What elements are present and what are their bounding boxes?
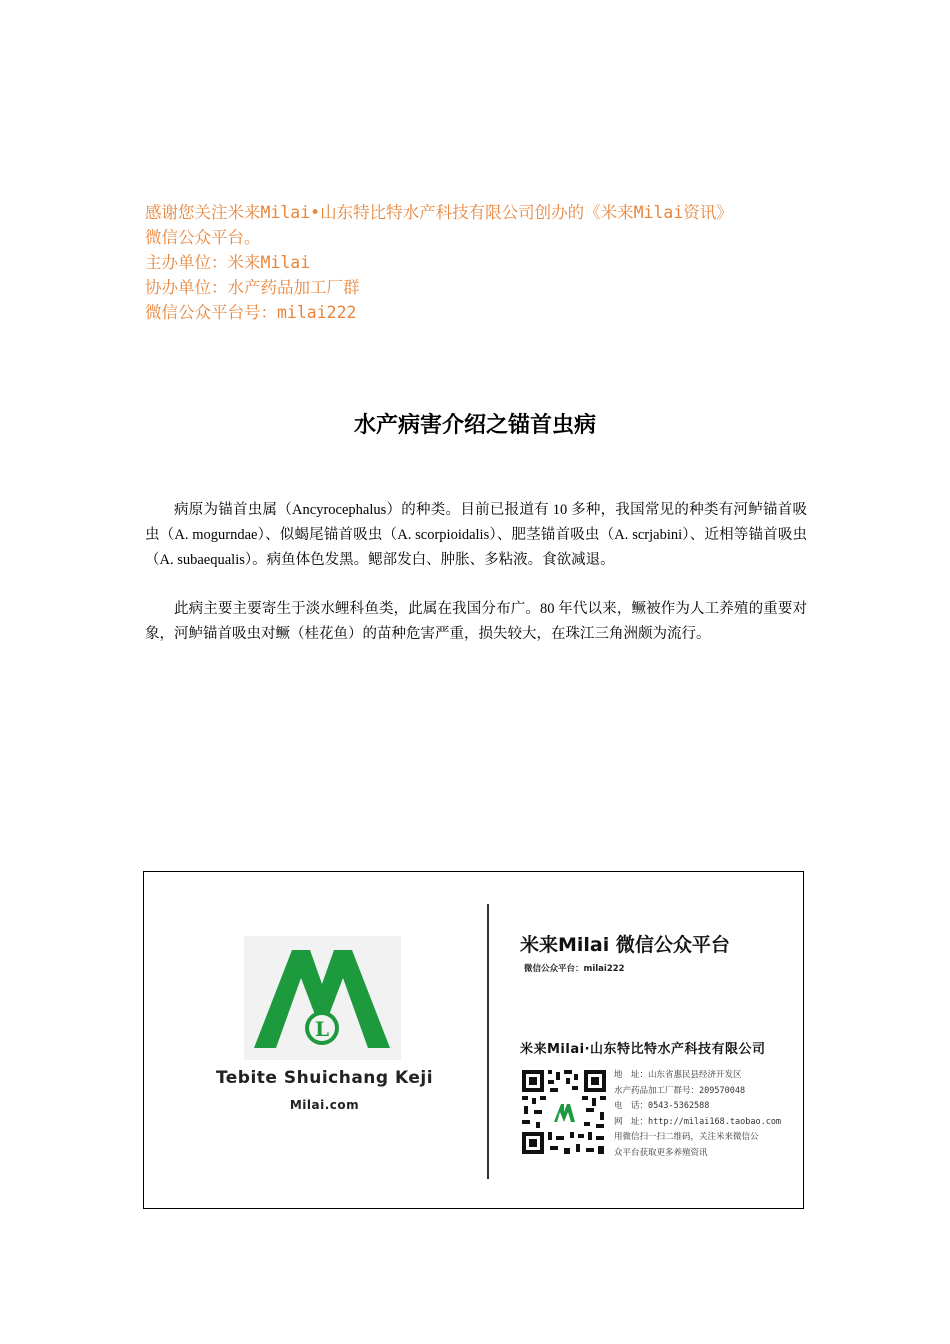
contact-group: 水产药品加工厂群号：209570048 — [614, 1085, 746, 1096]
contact-scan-note-1: 用微信扫一扫二维码，关注米来微信公 — [614, 1132, 759, 1142]
card-title: 米来Milai 微信公众平台 — [520, 934, 730, 956]
intro-line-platform: 微信公众平台。 — [145, 228, 261, 247]
brand-english-name: Tebite Shuichang Keji — [215, 1068, 434, 1088]
contact-phone: 电 话：0543-5362588 — [614, 1101, 710, 1111]
business-card — [143, 871, 804, 1209]
article-paragraph-2: 此病主要主要寄生于淡水鲤科鱼类，此属在我国分布广。80 年代以来，鳜被作为人工养殖的重要对象，河鲈锚首吸虫对鳜（桂花鱼）的苗种危害严重，损失较大，在珠江三角洲颇为流行。 — [145, 601, 807, 642]
contact-scan-note-2: 众平台获取更多养殖资讯 — [614, 1147, 708, 1158]
milai-logo-icon — [244, 936, 401, 1060]
intro-line-thanks: 感谢您关注米来Milai•山东特比特水产科技有限公司创办的《米来Milai资讯》 — [145, 203, 733, 222]
article-paragraph-1: 病原为锚首虫属（Ancyrocephalus）的种类。目前已报道有 10 多种，我国常见的种类有河鲈锚首吸虫（A. mogurndae）、似蝎尾锚首吸虫（A. scorpioidalis）、肥茎锚首吸虫（A. scrjabini）、近相等锚首吸虫（A. subaequalis）。病鱼体色发黑。鳃部发白、肿胀、多粘液。食欲减退。 — [145, 502, 807, 568]
intro-block — [145, 200, 825, 325]
article-title: 水产病害介绍之锚首虫病 — [353, 412, 596, 438]
contact-address: 地 址：山东省惠民县经济开发区 — [614, 1070, 742, 1080]
milai-logo — [244, 936, 401, 1060]
contact-website: 网 址：http://milai168.taobao.com — [614, 1116, 782, 1127]
card-subtitle: 微信公众平台：milai222 — [524, 964, 625, 974]
card-divider — [487, 904, 489, 1179]
contact-info — [614, 1068, 781, 1161]
qr-code-icon — [520, 1068, 608, 1156]
intro-line-account: 微信公众平台号：milai222 — [145, 303, 357, 322]
brand-url: Milai.com — [289, 1098, 360, 1112]
card-company-name: 米来Milai·山东特比特水产科技有限公司 — [520, 1042, 766, 1057]
logo-letter: L — [314, 1017, 330, 1041]
intro-line-host: 主办单位：米来Milai — [145, 253, 311, 272]
intro-line-cohost: 协办单位：水产药品加工厂群 — [145, 278, 360, 297]
